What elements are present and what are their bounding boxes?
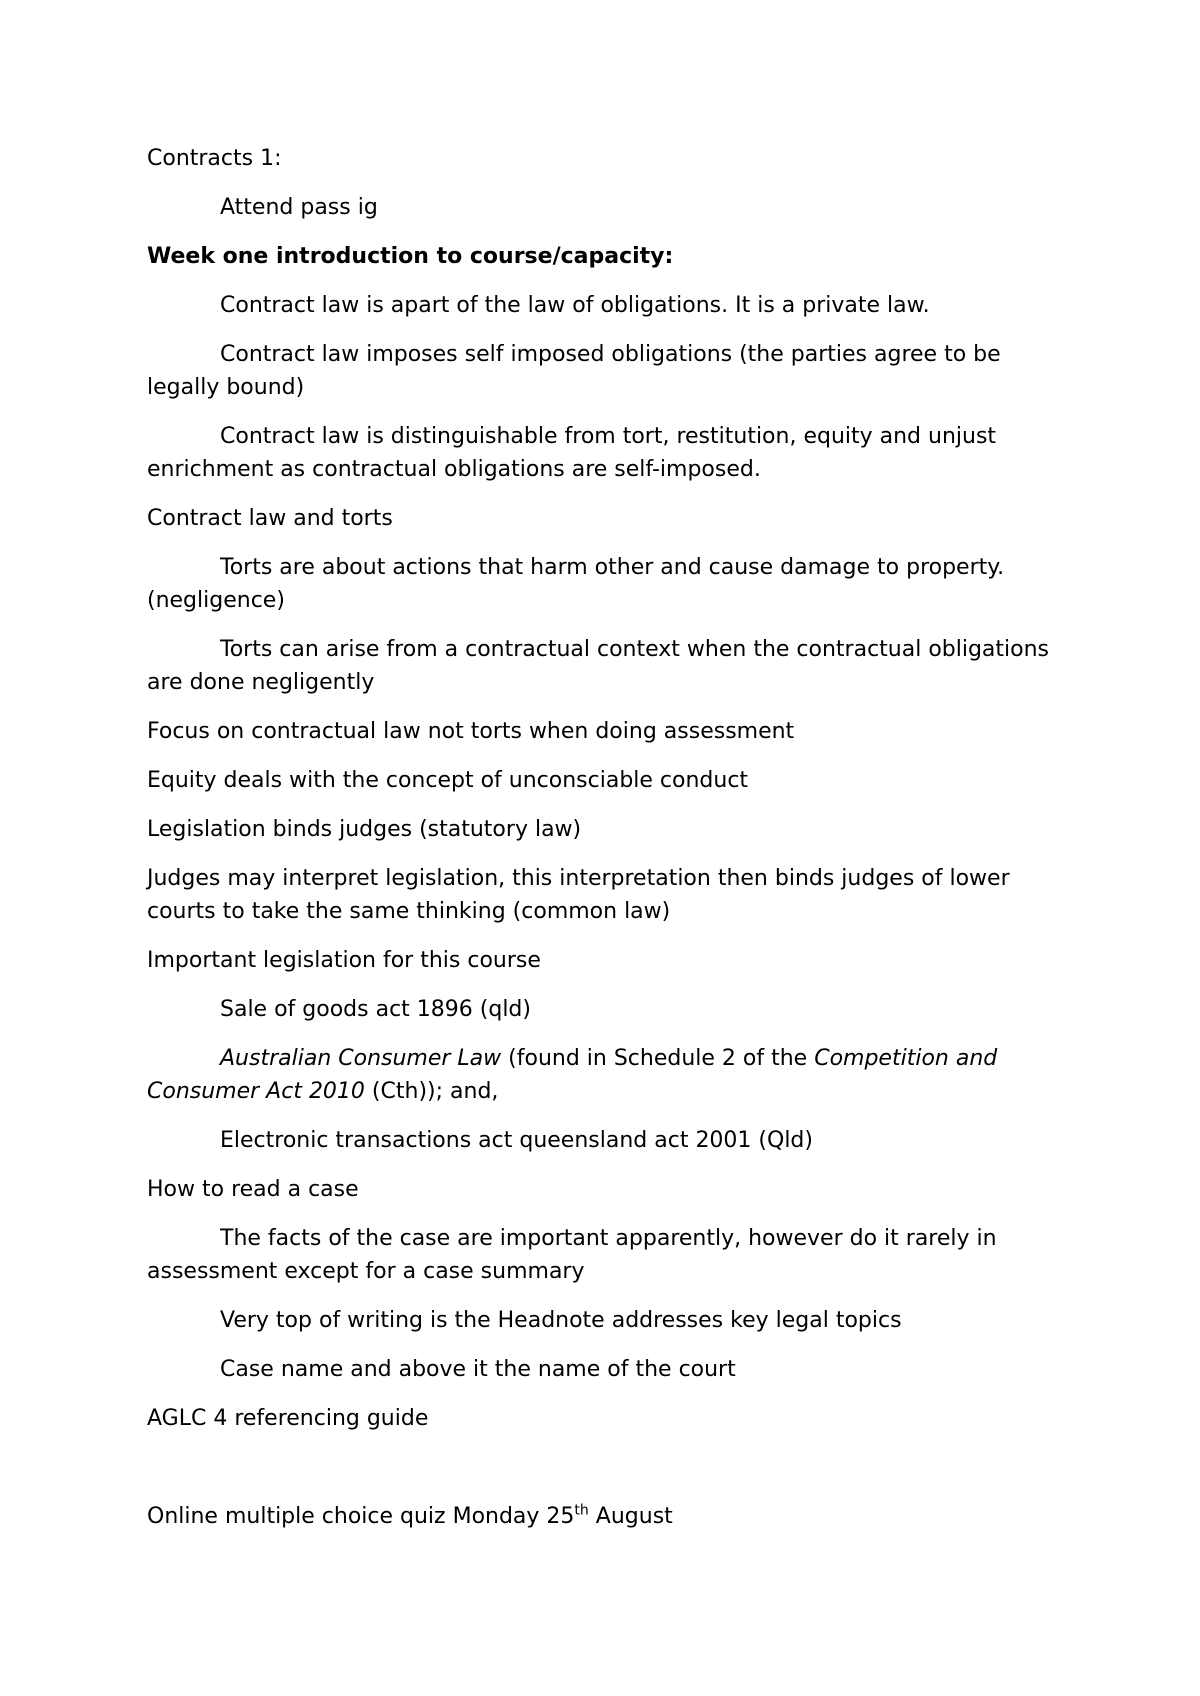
quiz-line: [147, 1500, 1067, 1533]
aglc-line: AGLC 4 referencing guide: [147, 1406, 429, 1431]
attend-line: Attend pass ig: [220, 195, 378, 220]
week-one-heading: Week one introduction to course/capacity:: [147, 244, 674, 269]
case-headnote: Very top of writing is the Headnote addresses key legal topics: [220, 1308, 902, 1333]
consumer-law-text-1: (found in Schedule 2 of the: [501, 1046, 815, 1071]
paragraph-self-imposed: Contract law imposes self imposed obligations (the parties agree to be legally bound): [147, 342, 1001, 400]
torts-heading: Contract law and torts: [147, 506, 393, 531]
quiz-text: Online multiple choice quiz Monday 25: [147, 1504, 575, 1529]
paragraph-obligations: Contract law is apart of the law of obligations. It is a private law.: [220, 293, 930, 318]
document-title: Contracts 1:: [147, 146, 282, 171]
legislation-sale-of-goods: Sale of goods act 1896 (qld): [220, 997, 531, 1022]
case-name: Case name and above it the name of the court: [220, 1357, 736, 1382]
paragraph-focus: Focus on contractual law not torts when doing assessment: [147, 719, 795, 744]
paragraph-judges-interpret: Judges may interpret legislation, this interpretation then binds judges of lower courts to take the same thinking (common law): [147, 866, 1010, 924]
paragraph-torts-context: Torts can arise from a contractual context when the contractual obligations are done negligently: [147, 637, 1050, 695]
blank-line: [147, 1451, 1067, 1500]
competition-act-title: Competition and Consumer Act 2010: [147, 1046, 998, 1104]
paragraph-equity: Equity deals with the concept of unconsciable conduct: [147, 768, 749, 793]
legislation-consumer-law: [147, 1042, 1067, 1108]
legislation-electronic-transactions: Electronic transactions act queensland act 2001 (Qld): [220, 1128, 813, 1153]
paragraph-legislation-binds: Legislation binds judges (statutory law): [147, 817, 582, 842]
legislation-heading: Important legislation for this course: [147, 948, 541, 973]
case-heading: How to read a case: [147, 1177, 359, 1202]
consumer-law-text-2: (Cth)); and,: [364, 1079, 499, 1104]
quiz-ordinal: th: [574, 1502, 589, 1519]
paragraph-distinguishable: Contract law is distinguishable from tort, restitution, equity and unjust enrichment as contractual obligations are self-imposed.: [147, 424, 997, 482]
consumer-law-title: Australian Consumer Law: [220, 1046, 502, 1071]
quiz-month: August: [588, 1504, 673, 1529]
case-facts: The facts of the case are important apparently, however do it rarely in assessment except for a case summary: [147, 1226, 997, 1284]
paragraph-torts-harm: Torts are about actions that harm other and cause damage to property. (negligence): [147, 555, 1005, 613]
document-body: [147, 142, 1067, 1549]
